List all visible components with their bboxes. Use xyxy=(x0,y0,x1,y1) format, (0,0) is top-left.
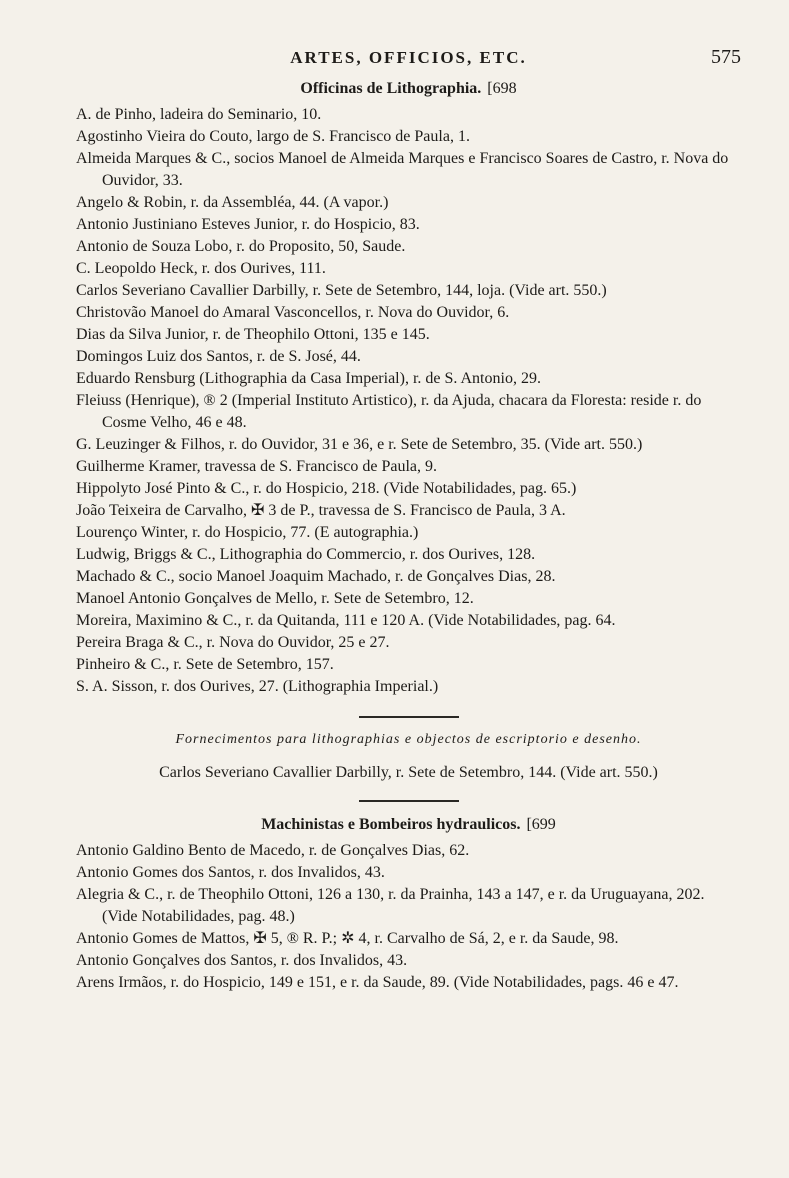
section-divider xyxy=(359,716,459,718)
list-item: Fleiuss (Henrique), ® 2 (Imperial Instituto Artistico), r. da Ajuda, chacara da Floresta: reside r. do Cosme Velho, 46 e 48. xyxy=(76,392,702,431)
list-item: Almeida Marques & C., socios Manoel de Almeida Marques e Francisco Soares de Castro, r. Nova do Ouvidor, 33. xyxy=(76,150,729,189)
list-item: Antonio de Souza Lobo, r. do Proposito, 50, Saude. xyxy=(76,238,406,255)
list-item: Antonio Galdino Bento de Macedo, r. de Gonçalves Dias, 62. xyxy=(76,842,470,859)
list-item: Moreira, Maximino & C., r. da Quitanda, 111 e 120 A. (Vide Notabilidades, pag. 64. xyxy=(76,612,616,629)
list-item: Antonio Gonçalves dos Santos, r. dos Invalidos, 43. xyxy=(76,952,408,969)
running-head xyxy=(76,48,741,80)
list-item: Pereira Braga & C., r. Nova do Ouvidor, 25 e 27. xyxy=(76,634,390,651)
list-item: Domingos Luiz dos Santos, r. de S. José, 44. xyxy=(76,348,361,365)
running-title: ARTES, OFFICIOS, ETC. xyxy=(290,48,527,67)
list-item: Ludwig, Briggs & C., Lithographia do Commercio, r. dos Ourives, 128. xyxy=(76,546,536,563)
list-item: Hippolyto José Pinto & C., r. do Hospicio, 218. (Vide Notabilidades, pag. 65.) xyxy=(76,480,577,497)
list-item: João Teixeira de Carvalho, ✠ 3 de P., travessa de S. Francisco de Paula, 3 A. xyxy=(76,502,566,519)
list-item: Guilherme Kramer, travessa de S. Francisco de Paula, 9. xyxy=(76,458,438,475)
section-title-lithography xyxy=(76,80,741,98)
list-item: Carlos Severiano Cavallier Darbilly, r. Sete de Setembro, 144, loja. (Vide art. 550.) xyxy=(76,282,607,299)
list-item: S. A. Sisson, r. dos Ourives, 27. (Lithographia Imperial.) xyxy=(76,678,439,695)
list-item: Pinheiro & C., r. Sete de Setembro, 157. xyxy=(76,656,334,673)
list-item: Angelo & Robin, r. da Assembléa, 44. (A vapor.) xyxy=(76,194,389,211)
section-code: [699 xyxy=(526,816,556,833)
list-item: G. Leuzinger & Filhos, r. do Ouvidor, 31 e 36, e r. Sete de Setembro, 35. (Vide art. 550.) xyxy=(76,436,643,453)
section-title-text: Officinas de Lithographia. xyxy=(300,80,482,97)
list-item: Agostinho Vieira do Couto, largo de S. Francisco de Paula, 1. xyxy=(76,128,470,145)
list-item: Machado & C., socio Manoel Joaquim Machado, r. de Gonçalves Dias, 28. xyxy=(76,568,556,585)
list-item: Christovão Manoel do Amaral Vasconcellos, r. Nova do Ouvidor, 6. xyxy=(76,304,510,321)
list-item: Arens Irmãos, r. do Hospicio, 149 e 151, e r. da Saude, 89. (Vide Notabilidades, pags. 46 e 47. xyxy=(76,974,679,991)
section-title-machinists xyxy=(76,816,741,834)
lithography-list xyxy=(76,104,741,698)
list-item: Eduardo Rensburg (Lithographia da Casa Imperial), r. de S. Antonio, 29. xyxy=(76,370,541,387)
supply-entry: Carlos Severiano Cavallier Darbilly, r. Sete de Setembro, 144. (Vide art. 550.) xyxy=(159,764,658,781)
list-item: Alegria & C., r. de Theophilo Ottoni, 126 a 130, r. da Prainha, 143 a 147, e r. da Uruguayana, 202. (Vide Notabilidades, pag. 48.) xyxy=(76,886,705,925)
list-item: Antonio Gomes de Mattos, ✠ 5, ® R. P.; ✲ 4, r. Carvalho de Sá, 2, e r. da Saude, 98. xyxy=(76,930,619,947)
section-title-text: Machinistas e Bombeiros hydraulicos. xyxy=(261,816,521,833)
list-item: Antonio Gomes dos Santos, r. dos Invalidos, 43. xyxy=(76,864,385,881)
list-item: A. de Pinho, ladeira do Seminario, 10. xyxy=(76,106,322,123)
list-item: Antonio Justiniano Esteves Junior, r. do Hospicio, 83. xyxy=(76,216,420,233)
list-item: Manoel Antonio Gonçalves de Mello, r. Sete de Setembro, 12. xyxy=(76,590,474,607)
section-divider xyxy=(359,800,459,802)
page-number: 575 xyxy=(711,46,741,68)
list-item: Lourenço Winter, r. do Hospicio, 77. (E autographia.) xyxy=(76,524,419,541)
supply-heading: Fornecimentos para lithographias e objectos de escriptorio e desenho. xyxy=(175,732,642,747)
section-code: [698 xyxy=(487,80,517,97)
list-item: Dias da Silva Junior, r. de Theophilo Ottoni, 135 e 145. xyxy=(76,326,430,343)
list-item: C. Leopoldo Heck, r. dos Ourives, 111. xyxy=(76,260,326,277)
machinists-list xyxy=(76,840,741,994)
